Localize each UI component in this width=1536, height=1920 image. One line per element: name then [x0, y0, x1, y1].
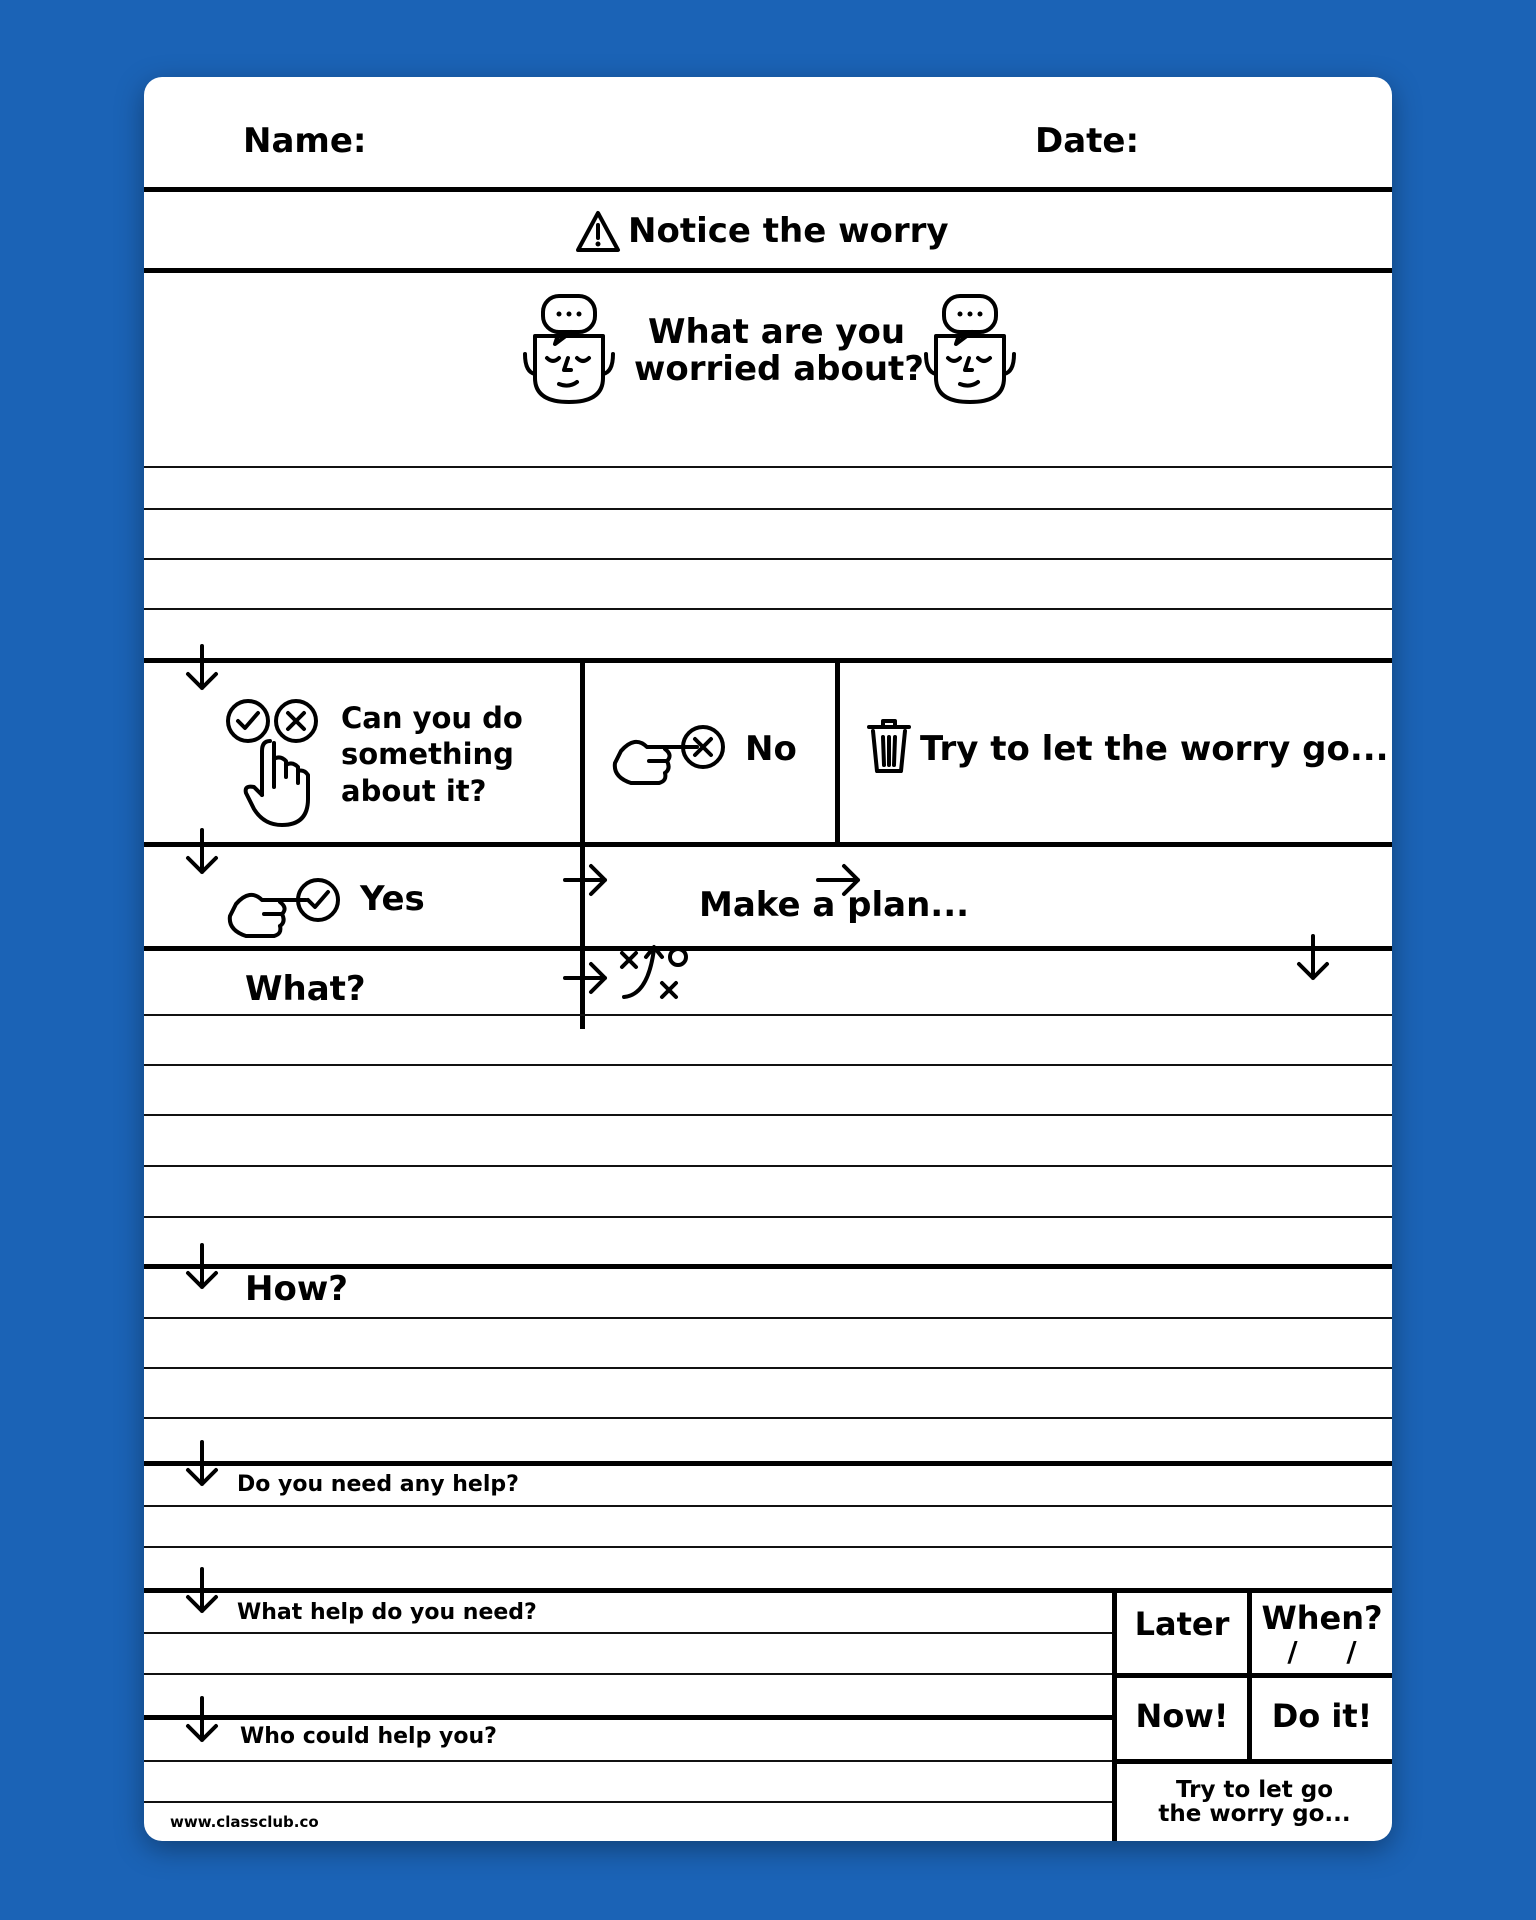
- writing-line[interactable]: [144, 1317, 1392, 1319]
- writing-line[interactable]: [144, 1165, 1392, 1167]
- down-arrow-icon: [182, 1696, 222, 1746]
- down-arrow-icon: [182, 828, 222, 878]
- writing-line[interactable]: [144, 1505, 1392, 1507]
- warning-icon: [576, 210, 620, 254]
- writing-line[interactable]: [144, 1114, 1392, 1116]
- what-help-label: What help do you need?: [237, 1600, 537, 1625]
- down-arrow-icon: [182, 644, 222, 694]
- make-plan-label: Make a plan...: [699, 885, 970, 925]
- website-footer: www.classclub.co: [170, 1813, 319, 1831]
- divider: [144, 1461, 1392, 1466]
- let-go-label: Try to let the worry go...: [920, 729, 1389, 769]
- who-help-label: Who could help you?: [240, 1724, 497, 1749]
- need-help-label: Do you need any help?: [237, 1472, 519, 1497]
- trash-can-icon: [865, 717, 913, 775]
- thinking-head-icon: [920, 292, 1020, 407]
- decision-question-line1: Can you do: [341, 701, 523, 735]
- writing-line[interactable]: [144, 558, 1392, 560]
- when-date-field[interactable]: / /: [1287, 1635, 1357, 1668]
- writing-line[interactable]: [144, 1801, 1112, 1803]
- let-go-line2: the worry go...: [1158, 1801, 1351, 1827]
- name-label: Name:: [243, 121, 367, 161]
- writing-line[interactable]: [144, 1064, 1392, 1066]
- step-notice-worry-title: Notice the worry: [628, 211, 949, 251]
- choice-hand-icon: [224, 699, 334, 829]
- writing-line[interactable]: [144, 1417, 1392, 1419]
- divider: [144, 1588, 1392, 1593]
- right-arrow-icon: [563, 960, 609, 996]
- down-arrow-icon: [182, 1567, 222, 1617]
- writing-line[interactable]: [144, 1367, 1392, 1369]
- writing-line[interactable]: [144, 1760, 1112, 1762]
- writing-line[interactable]: [144, 1014, 1392, 1016]
- divider: [144, 268, 1392, 273]
- writing-line[interactable]: [144, 1673, 1112, 1675]
- grid-divider: [1112, 1759, 1392, 1764]
- when-label: When?: [1261, 1599, 1383, 1637]
- divider: [144, 1715, 1112, 1720]
- divider: [144, 842, 1392, 847]
- pointing-hand-yes-icon: [224, 870, 340, 940]
- down-arrow-icon: [182, 1440, 222, 1490]
- no-label: No: [745, 729, 797, 769]
- worry-question-line1: What are you: [648, 312, 906, 352]
- writing-line[interactable]: [144, 1216, 1392, 1218]
- writing-line[interactable]: [144, 608, 1392, 610]
- divider: [144, 946, 1392, 951]
- writing-line[interactable]: [144, 466, 1392, 468]
- down-arrow-icon: [182, 1243, 222, 1293]
- decision-question-line2: something: [341, 737, 514, 771]
- later-label: Later: [1134, 1605, 1230, 1643]
- let-go-line1: Try to let go: [1175, 1777, 1334, 1803]
- grid-divider: [1112, 1673, 1392, 1678]
- down-arrow-icon: [1293, 934, 1333, 984]
- do-it-label: Do it!: [1271, 1697, 1373, 1735]
- yes-label: Yes: [360, 879, 425, 919]
- divider: [144, 658, 1392, 663]
- column-divider: [835, 658, 840, 845]
- what-label: What?: [245, 969, 366, 1009]
- how-label: How?: [245, 1269, 348, 1309]
- decision-question-line3: about it?: [341, 774, 487, 808]
- writing-line[interactable]: [144, 508, 1392, 510]
- pointing-hand-no-icon: [609, 717, 725, 787]
- date-label: Date:: [1035, 121, 1140, 161]
- now-label: Now!: [1135, 1697, 1229, 1735]
- right-arrow-icon: [563, 862, 609, 898]
- worksheet: [144, 77, 1392, 1841]
- writing-line[interactable]: [144, 1632, 1112, 1634]
- divider: [144, 187, 1392, 192]
- writing-line[interactable]: [144, 1546, 1392, 1548]
- worry-question-line2: worried about?: [634, 349, 925, 389]
- thinking-head-icon: [519, 292, 619, 407]
